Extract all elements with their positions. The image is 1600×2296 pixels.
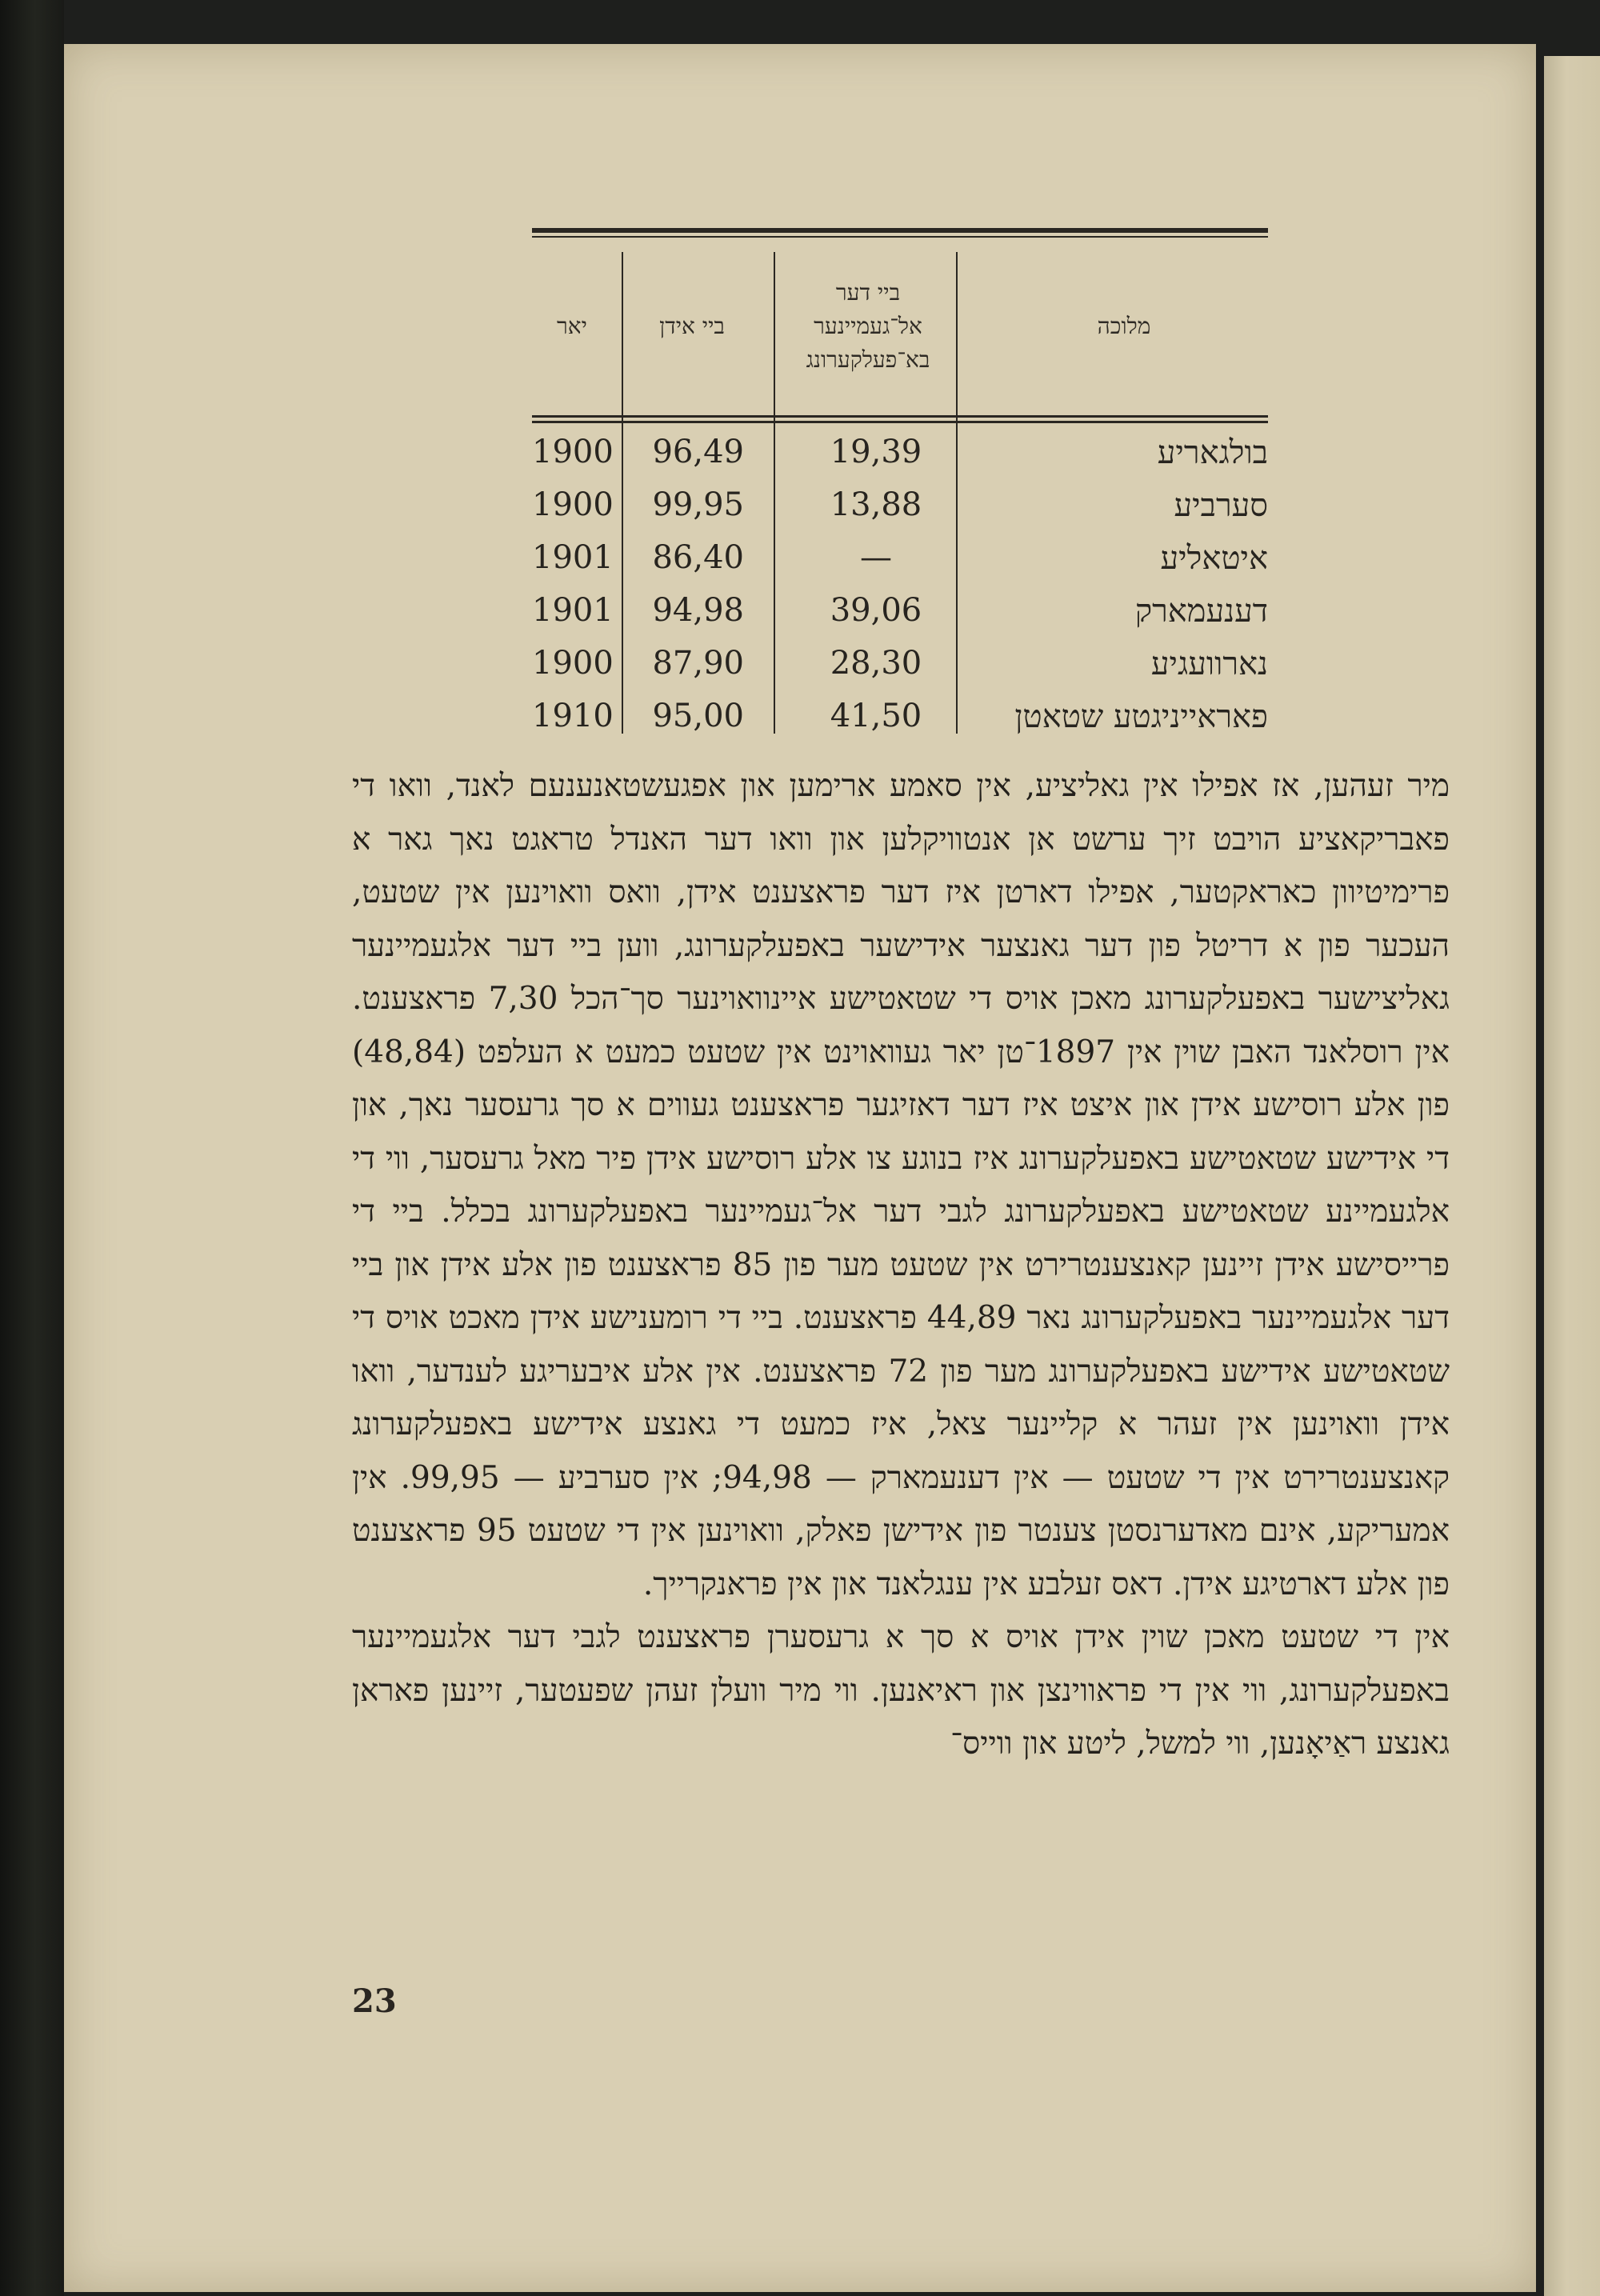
cell-non-jewish: 28,30 bbox=[830, 645, 922, 682]
cell-country: דענעמארק bbox=[1134, 593, 1268, 630]
cell-non-jewish: 13,88 bbox=[830, 486, 922, 523]
header-jews: ביי אידן bbox=[659, 313, 725, 339]
cell-non-jewish: 39,06 bbox=[830, 592, 922, 629]
cell-jews: 99,95 bbox=[652, 486, 744, 523]
cell-year: 1900 bbox=[532, 486, 614, 523]
table-top-rule bbox=[532, 228, 1268, 233]
header-divider bbox=[622, 252, 623, 415]
paragraph: אין די שטעט מאכן שוין אידן אויס א סך א גרעסערן פראצענט לגבי דער אלגעמיינער באפעלקערונג, ווי אין די פראווינצן און ראיאנען. ווי מיר וועלן זעהן שפעטער, זיינען פאראן גאנצע ראַיאָנען, ווי למשל, ליטע און ווייס־ bbox=[352, 1619, 1450, 1762]
cell-country: איטאליע bbox=[1160, 540, 1268, 577]
table-row bbox=[532, 587, 1268, 640]
table-row bbox=[532, 640, 1268, 693]
cell-country: בולגאריע bbox=[1157, 434, 1268, 471]
table-body bbox=[532, 429, 1268, 745]
cell-year: 1901 bbox=[532, 592, 614, 629]
next-page-edge bbox=[1544, 56, 1600, 2296]
cell-jews: 95,00 bbox=[652, 698, 744, 734]
cell-year: 1901 bbox=[532, 539, 614, 576]
cell-non-jewish: 41,50 bbox=[830, 698, 922, 734]
cell-jews: 94,98 bbox=[652, 592, 744, 629]
table-row bbox=[532, 534, 1268, 587]
header-double-rule bbox=[532, 415, 1268, 418]
cell-non-jewish: — bbox=[860, 539, 892, 576]
table-header bbox=[532, 238, 1268, 415]
cell-country: סערביע bbox=[1174, 487, 1268, 524]
statistics-table bbox=[532, 228, 1268, 745]
body-text bbox=[352, 760, 1450, 1771]
header-year: יאר bbox=[557, 313, 587, 339]
header-divider bbox=[774, 252, 775, 415]
cell-country: נארוועגיע bbox=[1150, 646, 1268, 682]
page-number: 23 bbox=[352, 1982, 397, 2020]
cell-year: 1910 bbox=[532, 698, 614, 734]
header-divider bbox=[956, 252, 958, 415]
cell-country: פאראייניגטע שטאטן bbox=[1014, 698, 1268, 735]
header-country: מלוכה bbox=[1097, 313, 1151, 339]
header-non-jewish: ביי דער אל־געמיינער בא־פעלקערונג bbox=[806, 279, 930, 373]
table-row bbox=[532, 482, 1268, 534]
cell-non-jewish: 19,39 bbox=[830, 434, 922, 470]
cell-year: 1900 bbox=[532, 434, 614, 470]
table-row bbox=[532, 429, 1268, 482]
cell-jews: 87,90 bbox=[652, 645, 744, 682]
cell-jews: 96,49 bbox=[652, 434, 744, 470]
paragraph: מיר זעהען, אז אפילו אין גאליציע, אין סאמע ארימען און אפגעשטאנענעם לאנד, וואו די פאבריקאציע הויבט זיך ערשט אן אנטוויקלען און וואו דער האנדל טראגט נאך גאר א פרימיטיוון כאראקטער, אפילו דארטן איז דער פראצענט אידן, וואס וואוינען אין שטעט, העכער פון א דריטל פון דער גאנצער אידישער באפעלקערונג, ווען ביי דער אלגעמיינער גאליצישער באפעלקערונג מאכן אויס די שטאטישע איינוואוינער סך־הכל 7,30 פראצענט. אין רוסלאנד האבן שוין אין 1897־טן יאר געוואוינט אין שטעט כמעט א העלפט (48,84) פון אלע רוסישע אידן און איצט איז דער דאזיגער פראצענט געווים א סך גרעסער נאך, און די אידישע שטאטישע באפעלקערונג איז בנוגע צו אלע רוסישע אידן פיר מאל גרעסער, ווי די אלגעמיינע שטאטישע באפעלקערונג לגבי דער אל־געמיינער באפעלקערונג בכלל. ביי די פרייסישע אידן זיינען קאנצענטרירט אין שטעט מער פון 85 פראצענט פון אלע אידן און ביי דער אלגעמיינער באפעלקערונג נאר 44,89 פראצענט. ביי די רומענישע אידן מאכט אויס די שטאטישע אידישע באפעלקערונג מער פון 72 פראצענט. אין אלע איבעריגע לענדער, וואו אידן וואוינען אין זעהר א קליינער צאל, איז כמעט די גאנצע אידישע באפעלקערונג קאנצענטרירט אין די שטעט — אין דענעמארק — 94,98; אין סערביע — 99,95. אין אמעריקע, אינם מאדערנסטן צענטר פון אידישן פאלק, וואוינען אין די שטעט 95 פראצענט פון אלע דארטיגע אידן. דאס זעלבע אין ענגלאנד און אין פראנקרייך. bbox=[352, 768, 1450, 1602]
book-binding bbox=[0, 0, 64, 2296]
cell-year: 1900 bbox=[532, 645, 614, 682]
table-row bbox=[532, 693, 1268, 746]
cell-jews: 86,40 bbox=[652, 539, 744, 576]
